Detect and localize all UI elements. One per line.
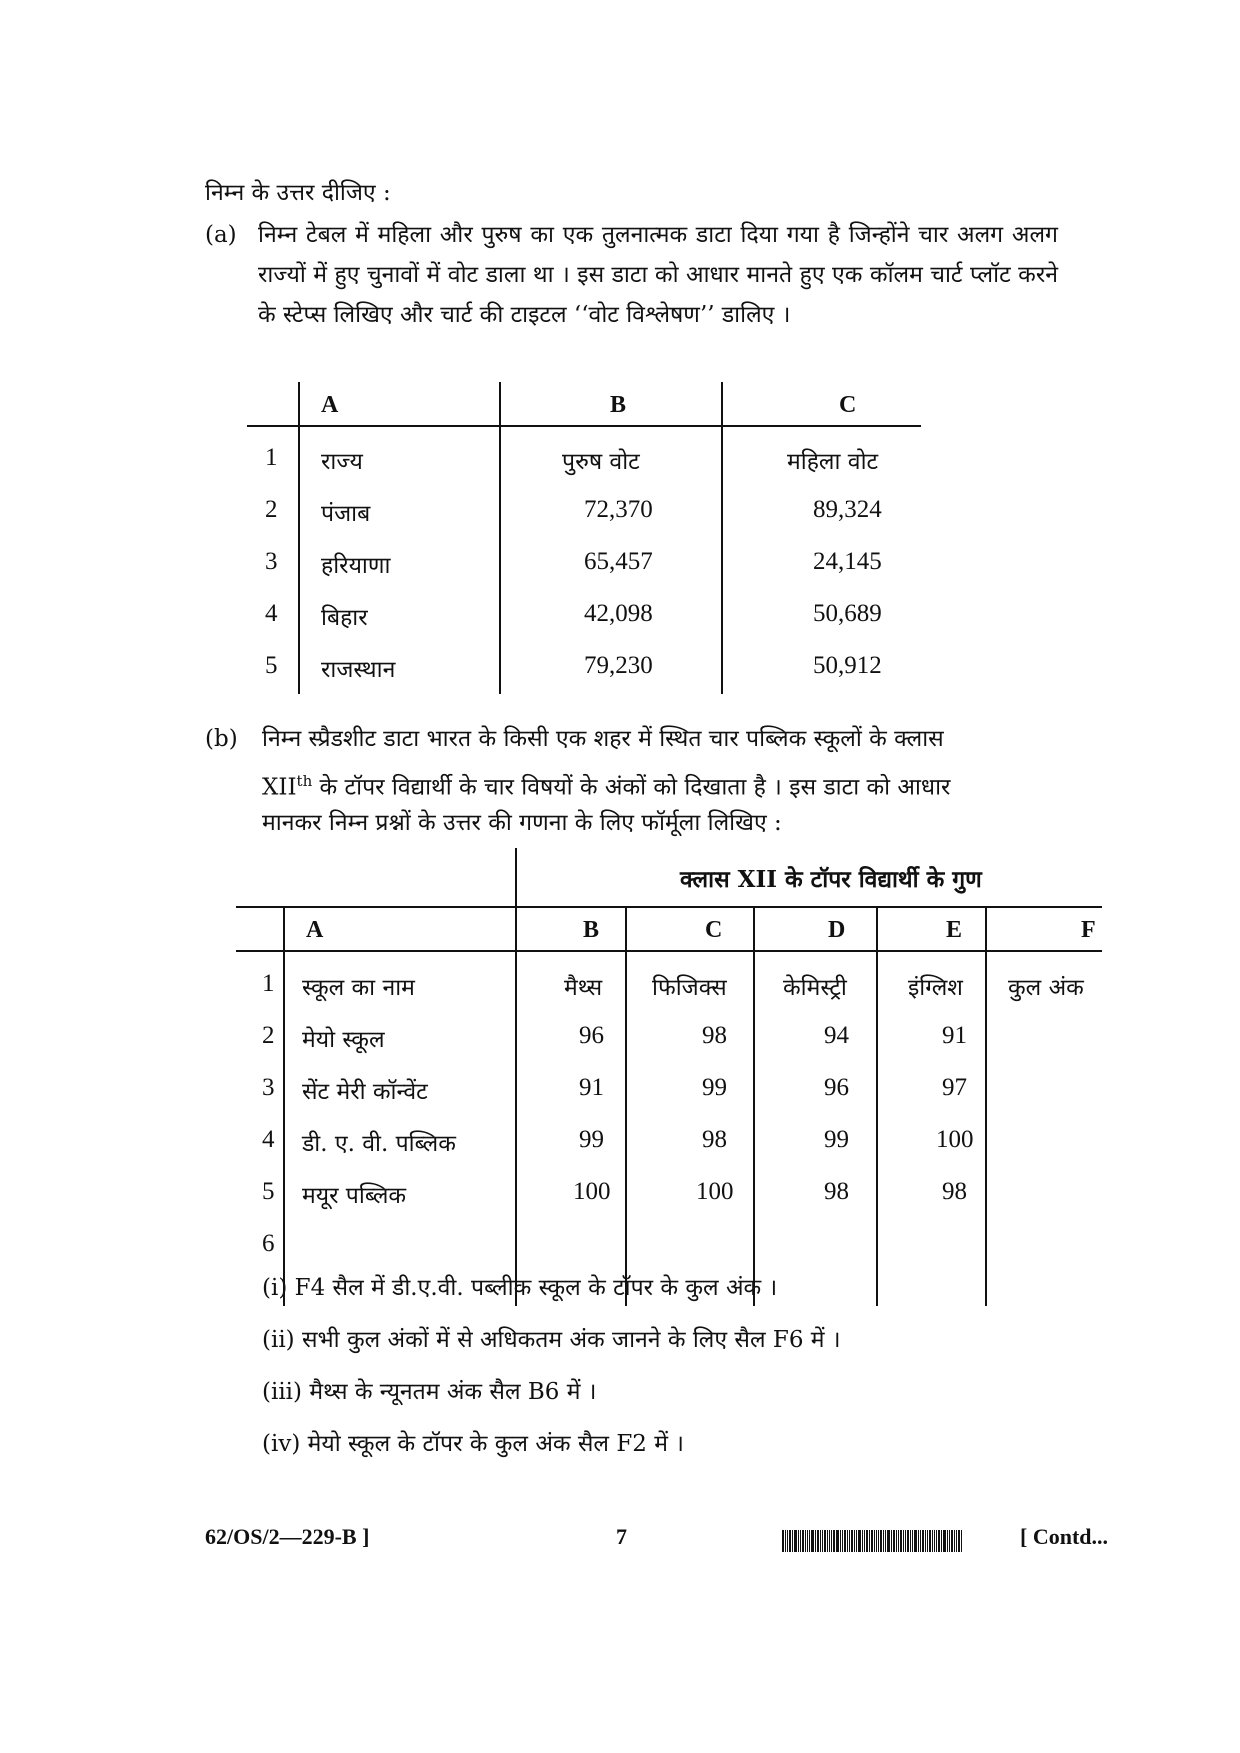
- vote-table-male-votes: 42,098: [584, 600, 653, 627]
- marks-table-score: 100: [696, 1178, 734, 1205]
- marks-table-score: 100: [936, 1126, 974, 1153]
- contd-label: [ Contd...: [1020, 1524, 1109, 1549]
- barcode-bar: [789, 1530, 791, 1552]
- marks-table-score: 99: [824, 1126, 849, 1153]
- barcode-bar: [922, 1530, 924, 1552]
- vote-table-state: राज्य: [321, 449, 363, 475]
- barcode-bar: [827, 1530, 828, 1552]
- barcode-bar: [905, 1530, 906, 1552]
- barcode-bar: [918, 1530, 919, 1552]
- vote-table-col-a: A: [321, 392, 339, 418]
- marks-table-group-header: क्लास XII के टॉपर विद्यार्थी के गुण: [680, 866, 982, 893]
- barcode-bar: [956, 1530, 957, 1552]
- marks-table-score: 98: [824, 1178, 849, 1205]
- marks-table-school: डी. ए. वी. पब्लिक: [302, 1131, 456, 1157]
- vote-table-rownum: 5: [265, 652, 278, 679]
- barcode-bar: [903, 1530, 904, 1552]
- barcode-bar: [805, 1530, 806, 1552]
- barcode-bar: [943, 1530, 946, 1552]
- marks-table-score: 91: [579, 1074, 604, 1101]
- vote-table-male-votes: 65,457: [584, 548, 653, 575]
- barcode-bar: [815, 1530, 816, 1552]
- marks-table-score: 94: [824, 1022, 849, 1049]
- vote-table-state: पंजाब: [321, 501, 371, 527]
- barcode-bar: [785, 1530, 786, 1552]
- marks-table-col-e: E: [946, 917, 963, 943]
- barcode-bar: [947, 1530, 948, 1552]
- barcode-bar: [893, 1530, 895, 1552]
- vote-table-state: राजस्थान: [321, 657, 396, 683]
- marks-table-rownum: 2: [262, 1022, 275, 1049]
- vote-table-rownum: 4: [265, 600, 278, 627]
- barcode-bar: [856, 1530, 857, 1552]
- vote-table-male-votes: 72,370: [584, 496, 653, 523]
- subquestion-ii: (ii) सभी कुल अंकों में से अधिकतम अंक जानने के लिए सैल F6 में ।: [262, 1327, 841, 1353]
- barcode-bar: [891, 1530, 892, 1552]
- marks-table-col-f: F: [1081, 917, 1096, 943]
- vote-table-col-b: B: [610, 392, 627, 418]
- barcode-bar: [782, 1530, 784, 1552]
- marks-table-score: 97: [942, 1074, 967, 1101]
- barcode-bar: [800, 1530, 801, 1552]
- barcode-bar: [936, 1530, 937, 1552]
- barcode-bar: [809, 1530, 810, 1552]
- marks-table-rownum: 4: [262, 1126, 275, 1153]
- barcode-bar: [862, 1530, 863, 1552]
- question-a-label: (a): [205, 222, 237, 248]
- barcode-bar: [938, 1530, 940, 1552]
- marks-table-col-d: D: [828, 917, 846, 943]
- subquestion-iii: (iii) मैथ्स के न्यूनतम अंक सैल B6 में ।: [262, 1379, 597, 1405]
- class-xii: XII: [262, 774, 297, 801]
- marks-table-subject: इंग्लिश: [908, 975, 963, 1001]
- subquestion-iv: (iv) मेयो स्कूल के टॉपर के कुल अंक सैल F2 में ।: [262, 1431, 685, 1457]
- vote-table-state: हरियाणा: [321, 553, 391, 579]
- barcode-bar: [831, 1530, 832, 1552]
- vote-table-female-votes: 50,689: [813, 600, 882, 627]
- barcode-bar: [927, 1530, 928, 1552]
- marks-table-school: स्कूल का नाम: [302, 975, 415, 1001]
- vote-table-male-header: पुरुष वोट: [562, 449, 640, 475]
- barcode-bar: [840, 1530, 841, 1552]
- barcode-bar: [929, 1530, 931, 1552]
- vote-table-rownum: 2: [265, 496, 278, 523]
- marks-table-school: मेयो स्कूल: [302, 1027, 385, 1053]
- marks-table-rownum: 5: [262, 1178, 275, 1205]
- instruction-text: निम्न के उत्तर दीजिए :: [205, 180, 391, 206]
- barcode-bar: [802, 1530, 804, 1552]
- barcode-bar: [961, 1530, 962, 1552]
- barcode-bar: [910, 1530, 911, 1552]
- paper-code: 62/OS/2—229-B ]: [205, 1524, 370, 1549]
- barcode-bar: [858, 1530, 861, 1552]
- barcode-bar: [854, 1530, 855, 1552]
- question-b-text-line1: निम्न स्प्रैडशीट डाटा भारत के किसी एक शहर में स्थित चार पब्लिक स्कूलों के क्लास: [262, 726, 944, 752]
- barcode-bar: [822, 1530, 823, 1552]
- barcode-bar: [820, 1530, 821, 1552]
- question-a-text: निम्न टेबल में महिला और पुरुष का एक तुलनात्मक डाटा दिया गया है जिन्होंने चार अलग अलग राज्यों में हुए चुनावों में वोट डाला था । इस डाटा को आधार मानते हुए एक कॉलम चार्ट प्लॉट करने के स्टेप्स लिखिए और चार्ट की टाइटल ‘‘वोट विश्लेषण’’ डालिए ।: [258, 222, 1058, 328]
- vote-table-state: बिहार: [321, 605, 368, 631]
- question-b-label: (b): [205, 726, 238, 752]
- barcode-bar: [920, 1530, 921, 1552]
- marks-table-score: 96: [579, 1022, 604, 1049]
- barcode-bar: [866, 1530, 868, 1552]
- subquestion-i: (i) F4 सैल में डी.ए.वी. पब्लीक स्कूल के टॉपर के कुल अंक ।: [262, 1275, 778, 1301]
- barcode-bar: [849, 1530, 850, 1552]
- marks-table-school: मयूर पब्लिक: [302, 1183, 407, 1209]
- barcode-bar: [932, 1530, 933, 1552]
- barcode-bar: [807, 1530, 808, 1552]
- barcode-bar: [951, 1530, 953, 1552]
- marks-table-col-c: C: [705, 917, 723, 943]
- barcode-bar: [887, 1530, 890, 1552]
- barcode-bar: [829, 1530, 830, 1552]
- marks-table-score: 91: [942, 1022, 967, 1049]
- barcode-bar: [883, 1530, 884, 1552]
- barcode-bar: [792, 1530, 793, 1552]
- barcode-bar: [874, 1530, 875, 1552]
- barcode-bar: [844, 1530, 846, 1552]
- barcode-bar: [914, 1530, 917, 1552]
- marks-table-subject: मैथ्स: [564, 975, 603, 1001]
- marks-table-score: 99: [702, 1074, 727, 1101]
- marks-table-school: सेंट मेरी कॉन्वेंट: [302, 1079, 428, 1105]
- page-number: 7: [616, 1524, 627, 1549]
- marks-table-rownum: 6: [262, 1230, 275, 1257]
- barcode-bar: [896, 1530, 897, 1552]
- barcode-bar: [798, 1530, 799, 1552]
- barcode-bar: [833, 1530, 835, 1552]
- marks-table-score: 98: [702, 1126, 727, 1153]
- marks-table-score: 98: [942, 1178, 967, 1205]
- barcode-bar: [817, 1530, 819, 1552]
- vote-table-male-votes: 79,230: [584, 652, 653, 679]
- marks-table-score: 98: [702, 1022, 727, 1049]
- barcode-bar: [958, 1530, 960, 1552]
- marks-table-col-b: B: [583, 917, 600, 943]
- barcode-bar: [880, 1530, 882, 1552]
- marks-table-score: 96: [824, 1074, 849, 1101]
- marks-table-subject: केमिस्ट्री: [783, 975, 847, 1001]
- barcode-bar: [878, 1530, 879, 1552]
- marks-table-col-a: A: [306, 917, 324, 943]
- barcode-bar: [885, 1530, 886, 1552]
- marks-table-rownum: 1: [262, 970, 275, 997]
- marks-table-score: 99: [579, 1126, 604, 1153]
- barcode-bar: [934, 1530, 935, 1552]
- marks-table-score: 100: [573, 1178, 611, 1205]
- barcode-bar: [847, 1530, 848, 1552]
- barcode-graphic: [782, 1530, 1010, 1552]
- vote-table-female-votes: 50,912: [813, 652, 882, 679]
- marks-table-total-header: कुल अंक: [1008, 975, 1084, 1001]
- marks-table-subject: फिजिक्स: [652, 975, 727, 1001]
- barcode-bar: [876, 1530, 877, 1552]
- question-b-text-line2-rest: के टॉपर विद्यार्थी के चार विषयों के अंकों को दिखाता है । इस डाटा को आधार: [312, 774, 951, 801]
- barcode-bar: [900, 1530, 902, 1552]
- vote-table-col-c: C: [839, 392, 857, 418]
- vote-table-rownum: 1: [265, 444, 278, 471]
- barcode-bar: [912, 1530, 913, 1552]
- barcode-bar: [787, 1530, 788, 1552]
- barcode-bar: [907, 1530, 909, 1552]
- barcode-bar: [871, 1530, 873, 1552]
- barcode-bar: [949, 1530, 950, 1552]
- vote-table-rownum: 3: [265, 548, 278, 575]
- barcode-bar: [851, 1530, 853, 1552]
- vote-table-female-votes: 24,145: [813, 548, 882, 575]
- barcode-bar: [925, 1530, 926, 1552]
- class-th-sup: th: [296, 772, 313, 790]
- barcode-bar: [824, 1530, 826, 1552]
- barcode-bar: [794, 1530, 797, 1552]
- question-b-text-line2: [262, 761, 950, 808]
- question-b-text-line3: मानकर निम्न प्रश्नों के उत्तर की गणना के लिए फॉर्मूला लिखिए :: [262, 810, 782, 836]
- barcode-bar: [954, 1530, 955, 1552]
- marks-table-rownum: 3: [262, 1074, 275, 1101]
- vote-table-female-header: महिला वोट: [787, 449, 879, 475]
- barcode-bar: [811, 1530, 814, 1552]
- barcode-bar: [941, 1530, 942, 1552]
- barcode-bar: [842, 1530, 843, 1552]
- barcode-bar: [836, 1530, 839, 1552]
- barcode-bar: [864, 1530, 865, 1552]
- barcode-bar: [869, 1530, 870, 1552]
- vote-table-female-votes: 89,324: [813, 496, 882, 523]
- barcode-bar: [898, 1530, 899, 1552]
